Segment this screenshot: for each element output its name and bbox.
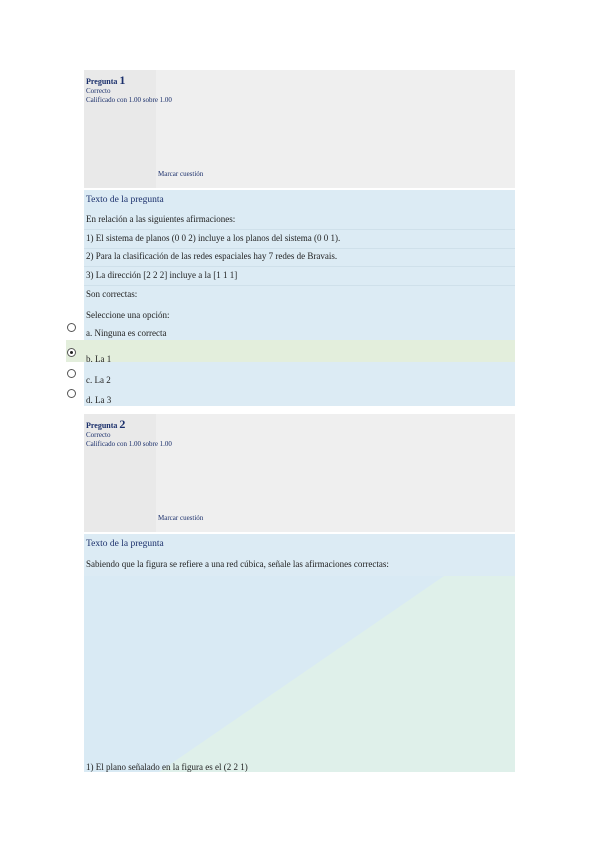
question-number: 2: [119, 417, 126, 431]
question-line: En relación a las siguientes afirmaciones:: [86, 214, 236, 224]
question-1-info: [84, 70, 515, 188]
select-prompt: Seleccione una opción:: [86, 310, 170, 320]
question-1-status: Correcto: [86, 87, 111, 95]
option-c-label[interactable]: c. La 2: [86, 375, 111, 385]
question-1-title: [86, 73, 125, 88]
option-b-radio[interactable]: [67, 348, 76, 357]
question-word: Pregunta: [86, 77, 118, 86]
question-text-label: Texto de la pregunta: [86, 195, 164, 205]
question-1-content: [84, 190, 515, 406]
option-c-radio[interactable]: [67, 369, 76, 378]
question-word: Pregunta: [86, 421, 118, 430]
option-d-label[interactable]: d. La 3: [86, 395, 112, 405]
option-a-label[interactable]: a. Ninguna es correcta: [86, 328, 167, 338]
separator: [84, 285, 515, 286]
question-line: 1) El sistema de planos (0 0 2) incluye a los planos del sistema (0 0 1).: [86, 233, 341, 243]
separator: [84, 229, 515, 230]
question-2-title: [86, 417, 125, 432]
flag-question-1-link[interactable]: Marcar cuestión: [158, 170, 204, 178]
option-a-radio[interactable]: [67, 323, 76, 332]
flag-question-2-link[interactable]: Marcar cuestión: [158, 514, 204, 522]
question-text-label: Texto de la pregunta: [86, 539, 164, 549]
question-number: 1: [119, 73, 126, 87]
question-line: Son correctas:: [86, 289, 138, 299]
question-2-status: Correcto: [86, 431, 111, 439]
option-d-radio[interactable]: [67, 389, 76, 398]
separator: [84, 266, 515, 267]
question-1-grade: Calificado con 1.00 sobre 1.00: [86, 96, 172, 104]
question-2-grade: Calificado con 1.00 sobre 1.00: [86, 440, 172, 448]
question-2-content: [84, 534, 515, 576]
question-2-info: [84, 414, 515, 532]
separator: [84, 248, 515, 249]
option-b-label[interactable]: b. La 1: [86, 354, 112, 364]
question-line: 2) Para la clasificación de las redes espaciales hay 7 redes de Bravais.: [86, 251, 338, 261]
question-line: 1) El plano señalado en la figura es el (2 2 1): [86, 762, 248, 772]
option-row-selected: [66, 340, 515, 362]
cubic-lattice-figure: [84, 576, 515, 772]
question-line: Sabiendo que la figura se refiere a una red cúbica, señale las afirmaciones correctas:: [86, 559, 389, 569]
figure-background: [84, 576, 515, 772]
question-line: 3) La dirección [2 2 2] incluye a la [1 1 1]: [86, 270, 238, 280]
